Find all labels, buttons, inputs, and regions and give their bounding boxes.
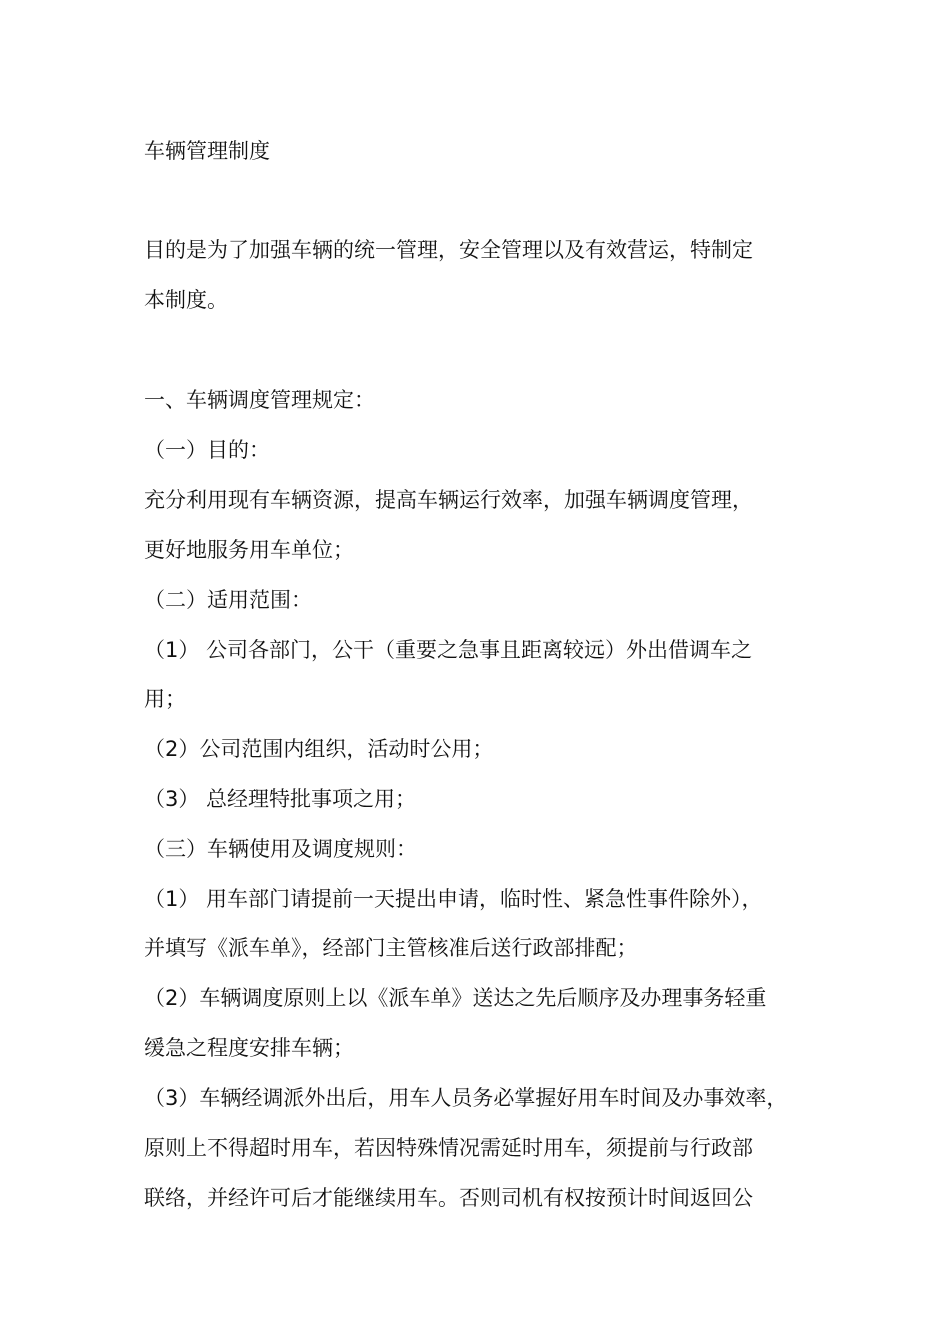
section-1-heading: 一、车辆调度管理规定： <box>144 388 375 412</box>
rules-line-3: （2）车辆调度原则上以《派车单》送达之先后顺序及办理事务轻重 <box>144 986 767 1010</box>
rules-line-7: 联络，并经许可后才能继续用车。否则司机有权按预计时间返回公 <box>144 1186 753 1210</box>
scope-line-1: （1） 公司各部门，公干（重要之急事且距离较远）外出借调车之 <box>144 638 753 662</box>
intro-line-1: 目的是为了加强车辆的统一管理，安全管理以及有效营运，特制定 <box>144 238 753 262</box>
rules-heading: （三）车辆使用及调度规则： <box>144 837 417 861</box>
purpose-line-1: 充分利用现有车辆资源，提高车辆运行效率，加强车辆调度管理， <box>144 488 753 512</box>
document-title: 车辆管理制度 <box>144 139 270 163</box>
intro-line-2: 本制度。 <box>144 288 228 312</box>
rules-line-4: 缓急之程度安排车辆； <box>144 1036 354 1060</box>
purpose-heading: （一）目的： <box>144 438 270 462</box>
rules-line-6: 原则上不得超时用车，若因特殊情况需延时用车，须提前与行政部 <box>144 1136 753 1160</box>
scope-line-2: 用； <box>144 687 186 711</box>
scope-line-3: （2）公司范围内组织，活动时公用； <box>144 737 494 761</box>
rules-line-2: 并填写《派车单》，经部门主管核准后送行政部排配； <box>144 936 638 960</box>
rules-line-1: （1） 用车部门请提前一天提出申请，临时性、紧急性事件除外）， <box>144 887 763 911</box>
scope-heading: （二）适用范围： <box>144 588 312 612</box>
scope-line-4: （3） 总经理特批事项之用； <box>144 787 417 811</box>
rules-line-5: （3）车辆经调派外出后，用车人员务必掌握好用车时间及办事效率， <box>144 1086 788 1110</box>
purpose-line-2: 更好地服务用车单位； <box>144 538 354 562</box>
